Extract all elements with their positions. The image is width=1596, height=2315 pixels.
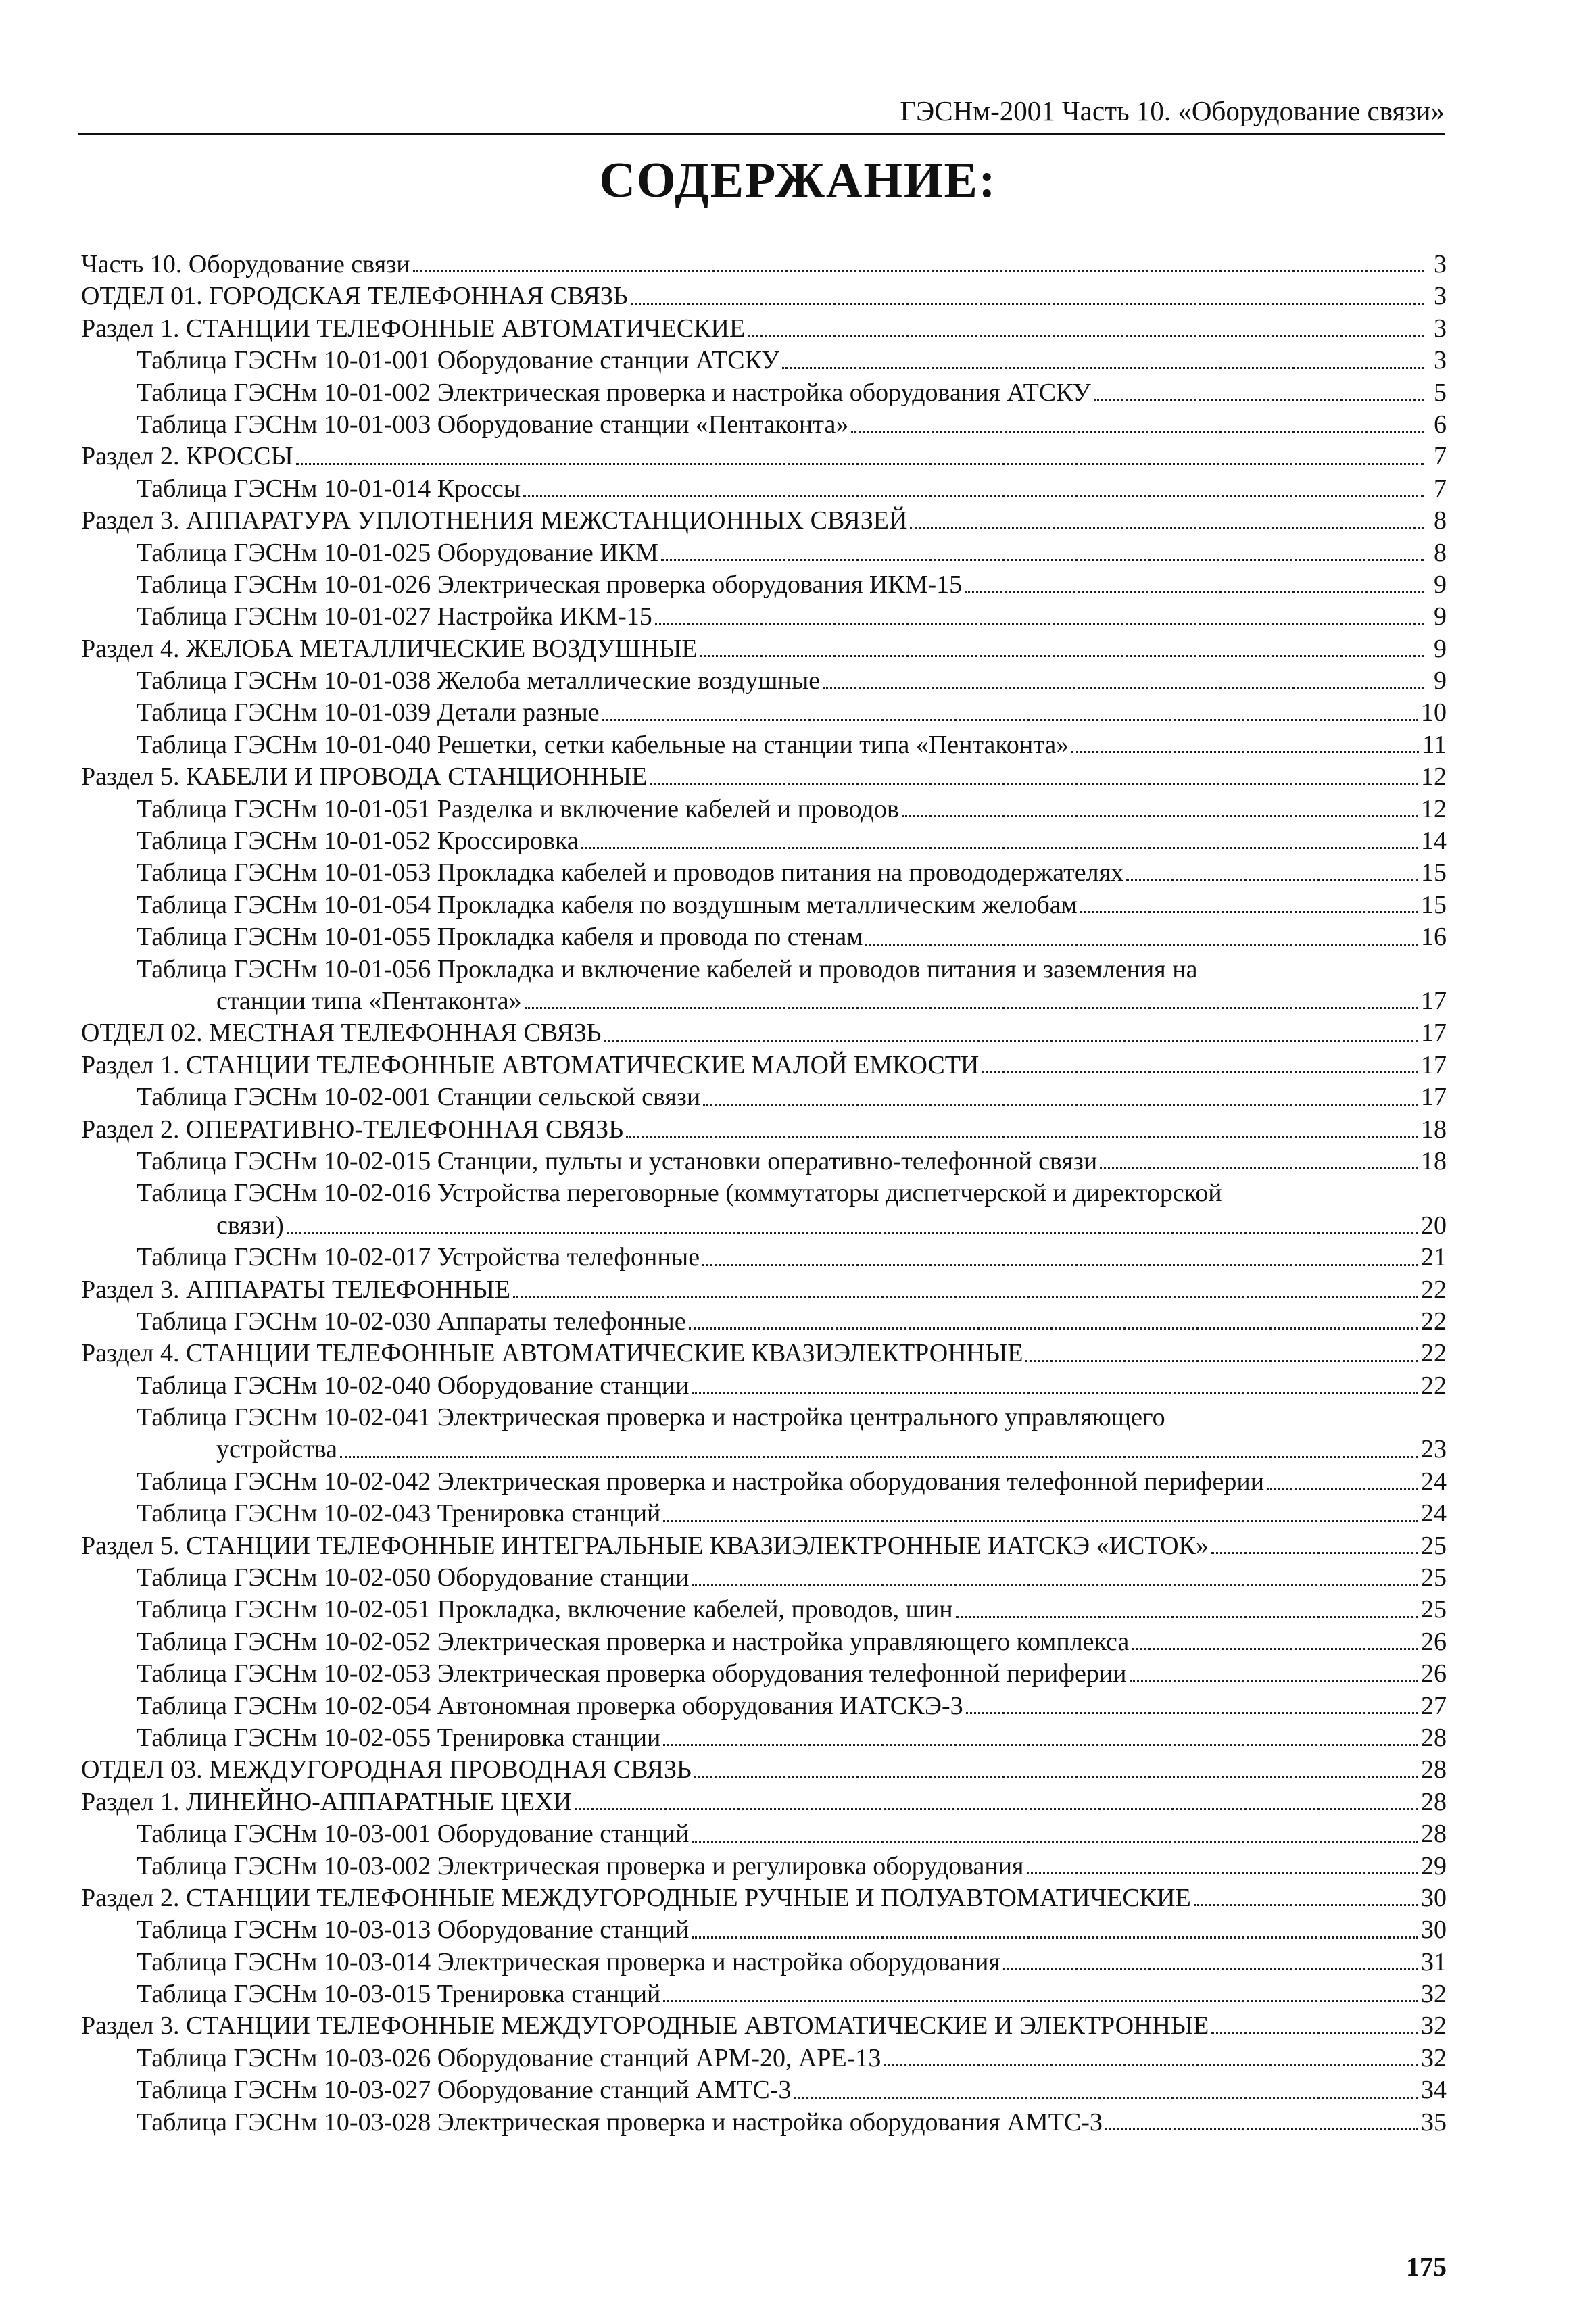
- toc-entry-row: [81, 473, 1447, 505]
- toc-entry-row: [81, 537, 1447, 569]
- toc-entry-page: 3: [1434, 282, 1447, 311]
- toc-entry-page: 14: [1421, 827, 1447, 856]
- toc-entry-title: Таблица ГЭСНм 10-02-040 Оборудование станции: [137, 1371, 690, 1400]
- toc-entry: [81, 1882, 1447, 1914]
- dot-leader: [692, 1936, 1418, 1939]
- toc-entry-title: Таблица ГЭСНм 10-02-052 Электрическая проверка и настройка управляющего комплекса: [137, 1627, 1130, 1656]
- toc-entry-page: 23: [1421, 1435, 1447, 1464]
- toc-entry-row: [81, 1851, 1447, 1882]
- toc-entry-title: Раздел 2. СТАНЦИИ ТЕЛЕФОННЫЕ МЕЖДУГОРОДНЫЕ РУЧНЫЕ И ПОЛУАВТОМАТИЧЕСКИЕ: [81, 1883, 1191, 1912]
- toc-entry-title: Таблица ГЭСНм 10-02-055 Тренировка станции: [137, 1723, 661, 1752]
- toc-entry-row: [81, 2010, 1447, 2042]
- dot-leader: [694, 1776, 1418, 1778]
- dot-leader: [956, 1616, 1418, 1618]
- toc-entry: [81, 1017, 1447, 1049]
- toc-entry-page: 22: [1421, 1371, 1447, 1400]
- toc-entry-row: [81, 1498, 1447, 1530]
- toc-entry: [81, 569, 1447, 601]
- toc-entry: [81, 665, 1447, 697]
- toc-entry-row: [81, 633, 1447, 665]
- toc-entry: [81, 761, 1447, 793]
- toc-entry-title: Таблица ГЭСНм 10-01-003 Оборудование станции «Пентаконта»: [137, 410, 849, 439]
- toc-entry-title: Таблица ГЭСНм 10-01-055 Прокладка кабеля и провода по стенам: [137, 923, 863, 952]
- dot-leader: [287, 1232, 1418, 1234]
- toc-entry-row: [81, 794, 1447, 825]
- toc-entry: [81, 281, 1447, 312]
- dot-leader: [663, 2000, 1418, 2002]
- toc-entry-row: [81, 1530, 1447, 1562]
- toc-entry: [81, 1242, 1447, 1273]
- toc-entry-row: [81, 569, 1447, 601]
- toc-entry-page: 17: [1421, 986, 1447, 1015]
- toc-entry-row: [81, 1818, 1447, 1850]
- toc-entry-page: 27: [1421, 1691, 1447, 1720]
- toc-entry-page: 20: [1421, 1211, 1447, 1240]
- toc-entry: [81, 377, 1447, 409]
- toc-entry-page: 28: [1421, 1723, 1447, 1752]
- toc-entry: [81, 1210, 1447, 1242]
- toc-entry: [81, 1530, 1447, 1562]
- toc-entry-title: Таблица ГЭСНм 10-03-014 Электрическая проверка и настройка оборудования: [137, 1947, 1000, 1976]
- toc-entry-title: Таблица ГЭСНм 10-02-053 Электрическая проверка оборудования телефонной периферии: [137, 1659, 1127, 1688]
- dot-leader: [1025, 1360, 1418, 1362]
- dot-leader: [1267, 1488, 1418, 1490]
- dot-leader: [513, 1296, 1418, 1298]
- toc-entry: [81, 1851, 1447, 1882]
- toc-entry-page: 28: [1421, 1820, 1447, 1849]
- toc-entry-page: 12: [1421, 794, 1447, 823]
- toc-entry-row: [81, 1690, 1447, 1722]
- toc-entry-page: 9: [1434, 634, 1447, 663]
- dot-leader: [703, 1104, 1418, 1106]
- toc-entry-row: [81, 1562, 1447, 1594]
- toc-entry-page: 17: [1421, 1050, 1447, 1079]
- running-header: [78, 91, 1445, 135]
- toc-entry: [81, 1402, 1447, 1434]
- dot-leader: [413, 270, 1424, 272]
- toc-entry: [81, 1114, 1447, 1146]
- toc-entry-title: Таблица ГЭСНм 10-01-038 Желоба металлические воздушные: [137, 666, 821, 696]
- toc-entry-page: 30: [1421, 1916, 1447, 1945]
- toc-entry-row: [81, 345, 1447, 376]
- toc-entry-row: [81, 441, 1447, 472]
- toc-entry-title: Таблица ГЭСНм 10-01-026 Электрическая проверка оборудования ИКМ-15: [137, 570, 963, 599]
- toc-entry-row: [81, 1626, 1447, 1658]
- toc-entry-page: 25: [1421, 1563, 1447, 1592]
- toc-entry-page: 15: [1421, 858, 1447, 887]
- toc-entry-title: Таблица ГЭСНм 10-02-016 Устройства переговорные (коммутаторы диспетчерской и директорской: [137, 1179, 1222, 1208]
- dot-leader: [1094, 399, 1424, 401]
- toc-entry: [81, 1434, 1447, 1465]
- toc-entry-row: [81, 921, 1447, 953]
- toc-entry-page: 17: [1421, 1019, 1447, 1048]
- toc-entry: [81, 1306, 1447, 1338]
- dot-leader: [663, 1744, 1418, 1746]
- toc-entry-page: 6: [1434, 410, 1447, 439]
- toc-entry-title: Таблица ГЭСНм 10-01-040 Решетки, сетки кабельные на станции типа «Пентаконта»: [137, 730, 1069, 759]
- toc-entry-title: Раздел 2. КРОССЫ: [81, 442, 293, 471]
- toc-entry-page: 31: [1421, 1947, 1447, 1976]
- toc-entry-title: Раздел 5. СТАНЦИИ ТЕЛЕФОННЫЕ ИНТЕГРАЛЬНЫЕ КВАЗИЭЛЕКТРОННЫЕ ИАТСКЭ «ИСТОК»: [81, 1531, 1209, 1560]
- toc-entry-title: Таблица ГЭСНм 10-01-027 Настройка ИКМ-15: [137, 602, 652, 631]
- toc-entry: [81, 1562, 1447, 1594]
- dot-leader: [902, 815, 1418, 817]
- toc-entry-page: 18: [1421, 1115, 1447, 1144]
- toc-entry-page: 3: [1434, 346, 1447, 375]
- toc-entry-row: [81, 1722, 1447, 1754]
- toc-entry-title: Таблица ГЭСНм 10-03-001 Оборудование станций: [137, 1820, 690, 1849]
- toc-entry-row: [81, 890, 1447, 921]
- toc-entry-title: Таблица ГЭСНм 10-03-028 Электрическая проверка и настройка оборудования АМТС-3: [137, 2107, 1103, 2137]
- dot-leader: [581, 847, 1418, 849]
- toc-entry-title: Раздел 1. СТАНЦИИ ТЕЛЕФОННЫЕ АВТОМАТИЧЕСКИЕ: [81, 314, 746, 343]
- toc-entry: [81, 1274, 1447, 1306]
- toc-entry-row: [81, 409, 1447, 441]
- toc-entry-row: [81, 1658, 1447, 1690]
- dot-leader: [692, 1392, 1418, 1394]
- toc-entry: [81, 345, 1447, 376]
- dot-leader: [1100, 1167, 1418, 1169]
- toc-entry-row: [81, 1978, 1447, 2010]
- toc-entry-title: ОТДЕЛ 03. МЕЖДУГОРОДНАЯ ПРОВОДНАЯ СВЯЗЬ: [81, 1755, 692, 1784]
- toc-entry: [81, 921, 1447, 953]
- toc-entry: [81, 505, 1447, 537]
- toc-entry: [81, 1818, 1447, 1850]
- toc-entry-page: 3: [1434, 314, 1447, 343]
- toc-entry-row: [81, 825, 1447, 857]
- toc-entry-row: [81, 1114, 1447, 1146]
- toc-entry-title: Таблица ГЭСНм 10-02-030 Аппараты телефонные: [137, 1307, 686, 1336]
- toc-entry-page: 28: [1421, 1755, 1447, 1784]
- toc-entry: [81, 1947, 1447, 1978]
- toc-entry: [81, 985, 1447, 1017]
- toc-entry-title: Раздел 3. СТАНЦИИ ТЕЛЕФОННЫЕ МЕЖДУГОРОДНЫЕ АВТОМАТИЧЕСКИЕ И ЭЛЕКТРОННЫЕ: [81, 2012, 1209, 2041]
- dot-leader: [1071, 751, 1419, 753]
- toc-entry: [81, 1914, 1447, 1946]
- dot-leader: [663, 1520, 1418, 1522]
- toc-entry-row: [81, 249, 1447, 281]
- dot-leader: [626, 1136, 1418, 1138]
- toc-entry-row: [81, 1242, 1447, 1273]
- dot-leader: [692, 1584, 1418, 1586]
- toc-entry-page: 22: [1421, 1275, 1447, 1304]
- toc-entry-row: [81, 1402, 1447, 1434]
- toc-entry-title: станции типа «Пентаконта»: [216, 986, 522, 1015]
- toc-entry: [81, 890, 1447, 921]
- toc-entry: [81, 1978, 1447, 2010]
- dot-leader: [296, 463, 1424, 465]
- dot-leader: [1126, 879, 1418, 881]
- dot-leader: [966, 1712, 1418, 1714]
- toc-entry: [81, 313, 1447, 345]
- toc-entry-title: Таблица ГЭСНм 10-01-039 Детали разные: [137, 698, 600, 727]
- toc-entry-row: [81, 954, 1447, 985]
- toc-entry-title: Раздел 3. АППАРАТУРА УПЛОТНЕНИЯ МЕЖСТАНЦИОННЫХ СВЯЗЕЙ: [81, 506, 908, 535]
- toc-entry-title: устройства: [216, 1435, 338, 1464]
- dot-leader: [1027, 1872, 1418, 1874]
- toc-entry-row: [81, 1434, 1447, 1465]
- toc-entry-title: Таблица ГЭСНм 10-02-054 Автономная проверка оборудования ИАТСКЭ-3: [137, 1691, 963, 1720]
- toc-entry-row: [81, 2074, 1447, 2106]
- dot-leader: [1211, 2032, 1418, 2034]
- toc-entry-title: Таблица ГЭСНм 10-01-053 Прокладка кабелей и проводов питания на провододержателях: [137, 858, 1124, 887]
- toc-entry-page: 5: [1434, 378, 1447, 407]
- toc-entry-row: [81, 1786, 1447, 1818]
- toc-entry-title: Раздел 4. СТАНЦИИ ТЕЛЕФОННЫЕ АВТОМАТИЧЕСКИЕ КВАЗИЭЛЕКТРОННЫЕ: [81, 1339, 1023, 1368]
- toc-entry-row: [81, 1017, 1447, 1049]
- toc-entry-title: Таблица ГЭСНм 10-03-015 Тренировка станций: [137, 1980, 661, 2009]
- toc-entry-page: 15: [1421, 890, 1447, 919]
- toc-entry-page: 24: [1421, 1499, 1447, 1528]
- toc-entry-title: Таблица ГЭСНм 10-03-013 Оборудование станций: [137, 1916, 690, 1945]
- page-title: СОДЕРЖАНИЕ:: [599, 153, 997, 208]
- toc-entry-title: Таблица ГЭСНм 10-02-043 Тренировка станций: [137, 1499, 661, 1528]
- toc-entry-row: [81, 1914, 1447, 1946]
- toc-entry: [81, 729, 1447, 761]
- dot-leader: [823, 687, 1424, 689]
- toc-entry-page: 35: [1421, 2107, 1447, 2137]
- toc-entry-page: 28: [1421, 1787, 1447, 1816]
- table-of-contents: [81, 249, 1447, 2139]
- toc-entry: [81, 1146, 1447, 1177]
- dot-leader: [604, 1040, 1418, 1042]
- toc-entry-page: 8: [1434, 506, 1447, 535]
- dot-leader: [631, 303, 1424, 305]
- toc-entry-page: 29: [1421, 1851, 1447, 1880]
- toc-entry-title: ОТДЕЛ 02. МЕСТНАЯ ТЕЛЕФОННАЯ СВЯЗЬ: [81, 1019, 602, 1048]
- toc-entry-page: 22: [1421, 1307, 1447, 1336]
- toc-entry-title: Таблица ГЭСНм 10-02-042 Электрическая проверка и настройка оборудования телефонной периферии: [137, 1467, 1265, 1496]
- toc-entry-page: 21: [1421, 1243, 1447, 1272]
- toc-entry-page: 11: [1422, 730, 1447, 759]
- toc-entry-page: 7: [1434, 474, 1447, 503]
- toc-entry-title: Таблица ГЭСНм 10-01-052 Кроссировка: [137, 827, 579, 856]
- dot-leader: [982, 1071, 1418, 1073]
- toc-entry: [81, 1594, 1447, 1626]
- toc-entry-page: 10: [1421, 698, 1447, 727]
- toc-entry-title: Раздел 2. ОПЕРАТИВНО-ТЕЛЕФОННАЯ СВЯЗЬ: [81, 1115, 624, 1144]
- dot-leader: [794, 2097, 1418, 2099]
- toc-entry: [81, 1722, 1447, 1754]
- toc-entry: [81, 954, 1447, 985]
- toc-entry-page: 32: [1421, 2043, 1447, 2072]
- toc-entry-row: [81, 505, 1447, 537]
- dot-leader: [748, 335, 1424, 337]
- toc-entry-row: [81, 2107, 1447, 2139]
- toc-entry-row: [81, 1306, 1447, 1338]
- toc-entry: [81, 1690, 1447, 1722]
- toc-entry: [81, 697, 1447, 729]
- toc-entry: [81, 794, 1447, 825]
- toc-entry-title: Раздел 3. АППАРАТЫ ТЕЛЕФОННЫЕ: [81, 1275, 511, 1304]
- toc-entry-page: 18: [1421, 1146, 1447, 1175]
- running-title: ГЭСНм-2001 Часть 10. «Оборудование связи»: [900, 95, 1445, 126]
- toc-entry-row: [81, 1146, 1447, 1177]
- dot-leader: [851, 431, 1424, 433]
- dot-leader: [702, 1264, 1418, 1266]
- toc-entry-page: 8: [1434, 538, 1447, 567]
- toc-entry-row: [81, 1370, 1447, 1402]
- toc-entry-row: [81, 1594, 1447, 1626]
- toc-entry-row: [81, 1177, 1447, 1209]
- toc-entry: [81, 1050, 1447, 1081]
- toc-entry-title: Таблица ГЭСНм 10-01-014 Кроссы: [137, 474, 521, 503]
- toc-entry-row: [81, 281, 1447, 312]
- toc-entry-title: Таблица ГЭСНм 10-01-001 Оборудование станции АТСКУ: [137, 346, 780, 375]
- toc-entry-title: Таблица ГЭСНм 10-03-002 Электрическая проверка и регулировка оборудования: [137, 1851, 1024, 1880]
- toc-entry-row: [81, 377, 1447, 409]
- toc-entry-page: 7: [1434, 442, 1447, 471]
- toc-entry-title: Раздел 1. СТАНЦИИ ТЕЛЕФОННЫЕ АВТОМАТИЧЕСКИЕ МАЛОЙ ЕМКОСТИ: [81, 1050, 980, 1079]
- dot-leader: [1105, 2128, 1418, 2130]
- toc-entry-title: Таблица ГЭСНм 10-01-025 Оборудование ИКМ: [137, 538, 658, 567]
- toc-entry: [81, 1786, 1447, 1818]
- page-number: 175: [1406, 2251, 1447, 2282]
- toc-entry-row: [81, 1210, 1447, 1242]
- toc-entry: [81, 857, 1447, 889]
- dot-leader: [1003, 1968, 1418, 1970]
- toc-entry-title: Таблица ГЭСНм 10-03-027 Оборудование станций АМТС-3: [137, 2076, 792, 2105]
- toc-entry-row: [81, 1081, 1447, 1113]
- toc-entry: [81, 601, 1447, 633]
- dot-leader: [575, 1808, 1418, 1810]
- toc-entry-row: [81, 1754, 1447, 1786]
- toc-entry-page: 32: [1421, 2012, 1447, 2041]
- toc-entry: [81, 1498, 1447, 1530]
- dot-leader: [965, 591, 1424, 593]
- toc-entry: [81, 1370, 1447, 1402]
- toc-entry-row: [81, 665, 1447, 697]
- toc-entry-page: 26: [1421, 1659, 1447, 1688]
- toc-entry-page: 25: [1421, 1595, 1447, 1624]
- toc-entry-title: Таблица ГЭСНм 10-02-015 Станции, пульты и установки оперативно-телефонной связи: [137, 1146, 1098, 1175]
- toc-entry-title: Раздел 5. КАБЕЛИ И ПРОВОДА СТАНЦИОННЫЕ: [81, 762, 648, 791]
- toc-entry-row: [81, 1882, 1447, 1914]
- toc-entry-page: 30: [1421, 1883, 1447, 1912]
- toc-entry-row: [81, 1947, 1447, 1978]
- toc-entry: [81, 1338, 1447, 1369]
- toc-entry-title: Таблица ГЭСНм 10-02-050 Оборудование станции: [137, 1563, 690, 1592]
- dot-leader: [782, 367, 1424, 369]
- toc-entry-title: Таблица ГЭСНм 10-02-051 Прокладка, включение кабелей, проводов, шин: [137, 1595, 953, 1624]
- toc-entry-title: Таблица ГЭСНм 10-02-041 Электрическая проверка и настройка центрального управляющего: [137, 1403, 1165, 1432]
- dot-leader: [865, 944, 1418, 946]
- toc-entry-row: [81, 313, 1447, 345]
- toc-entry: [81, 633, 1447, 665]
- dot-leader: [523, 495, 1424, 497]
- toc-entry-title: Таблица ГЭСНм 10-01-051 Разделка и включение кабелей и проводов: [137, 794, 899, 823]
- toc-entry-row: [81, 761, 1447, 793]
- toc-entry-page: 34: [1421, 2076, 1447, 2105]
- toc-entry-row: [81, 601, 1447, 633]
- toc-entry: [81, 409, 1447, 441]
- toc-entry-row: [81, 1050, 1447, 1081]
- toc-entry: [81, 1754, 1447, 1786]
- toc-entry-page: 25: [1421, 1531, 1447, 1560]
- toc-entry: [81, 2107, 1447, 2139]
- dot-leader: [1194, 1904, 1418, 1906]
- toc-entry-row: [81, 1274, 1447, 1306]
- toc-entry-title: Таблица ГЭСНм 10-01-054 Прокладка кабеля по воздушным металлическим желобам: [137, 890, 1078, 919]
- toc-entry-page: 24: [1421, 1467, 1447, 1496]
- dot-leader: [1130, 1680, 1418, 1682]
- toc-entry-title: Таблица ГЭСНм 10-02-001 Станции сельской связи: [137, 1083, 701, 1112]
- toc-entry: [81, 537, 1447, 569]
- toc-entry: [81, 825, 1447, 857]
- toc-entry-row: [81, 697, 1447, 729]
- toc-entry-title: связи): [216, 1211, 284, 1240]
- dot-leader: [692, 1841, 1418, 1843]
- dot-leader: [689, 1327, 1418, 1330]
- toc-entry-title: Раздел 4. ЖЕЛОБА МЕТАЛЛИЧЕСКИЕ ВОЗДУШНЫЕ: [81, 634, 698, 663]
- toc-entry-title: Таблица ГЭСНм 10-02-017 Устройства телефонные: [137, 1243, 700, 1272]
- dot-leader: [661, 559, 1424, 561]
- toc-entry-page: 16: [1421, 923, 1447, 952]
- toc-entry: [81, 1626, 1447, 1658]
- toc-entry-row: [81, 985, 1447, 1017]
- toc-entry-page: 3: [1434, 250, 1447, 278]
- dot-leader: [655, 623, 1424, 625]
- toc-entry-row: [81, 857, 1447, 889]
- toc-entry: [81, 1466, 1447, 1498]
- dot-leader: [1211, 1552, 1418, 1554]
- toc-entry-row: [81, 729, 1447, 761]
- toc-entry-row: [81, 1466, 1447, 1498]
- toc-entry-page: 9: [1434, 666, 1447, 696]
- dot-leader: [650, 783, 1418, 785]
- toc-entry-title: Таблица ГЭСНм 10-01-056 Прокладка и включение кабелей и проводов питания и заземления на: [137, 954, 1198, 983]
- toc-entry-row: [81, 2043, 1447, 2074]
- toc-entry: [81, 249, 1447, 281]
- dot-leader: [884, 2064, 1418, 2066]
- toc-entry-title: Часть 10. Оборудование связи: [81, 250, 410, 278]
- dot-leader: [1132, 1648, 1418, 1650]
- toc-entry-title: ОТДЕЛ 01. ГОРОДСКАЯ ТЕЛЕФОННАЯ СВЯЗЬ: [81, 282, 628, 311]
- dot-leader: [700, 655, 1424, 657]
- dot-leader: [910, 527, 1424, 529]
- dot-leader: [1080, 911, 1418, 913]
- toc-entry-title: Таблица ГЭСНм 10-01-002 Электрическая проверка и настройка оборудования АТСКУ: [137, 378, 1091, 407]
- toc-entry-title: Раздел 1. ЛИНЕЙНО-АППАРАТНЫЕ ЦЕХИ: [81, 1787, 573, 1816]
- toc-entry: [81, 1081, 1447, 1113]
- toc-entry-page: 17: [1421, 1083, 1447, 1112]
- dot-leader: [340, 1456, 1418, 1458]
- dot-leader: [525, 1007, 1418, 1009]
- toc-entry: [81, 473, 1447, 505]
- toc-entry: [81, 2010, 1447, 2042]
- toc-entry-page: 12: [1421, 762, 1447, 791]
- toc-entry-page: 9: [1434, 570, 1447, 599]
- toc-entry-title: Таблица ГЭСНм 10-03-026 Оборудование станций АРМ-20, АРЕ-13: [137, 2043, 881, 2072]
- toc-entry: [81, 2074, 1447, 2106]
- toc-entry: [81, 441, 1447, 472]
- toc-entry: [81, 1177, 1447, 1209]
- toc-entry-row: [81, 1338, 1447, 1369]
- toc-entry-page: 26: [1421, 1627, 1447, 1656]
- toc-entry: [81, 2043, 1447, 2074]
- toc-entry-page: 22: [1421, 1339, 1447, 1368]
- toc-entry-page: 9: [1434, 602, 1447, 631]
- toc-entry-page: 32: [1421, 1980, 1447, 2009]
- toc-entry: [81, 1658, 1447, 1690]
- dot-leader: [602, 719, 1418, 721]
